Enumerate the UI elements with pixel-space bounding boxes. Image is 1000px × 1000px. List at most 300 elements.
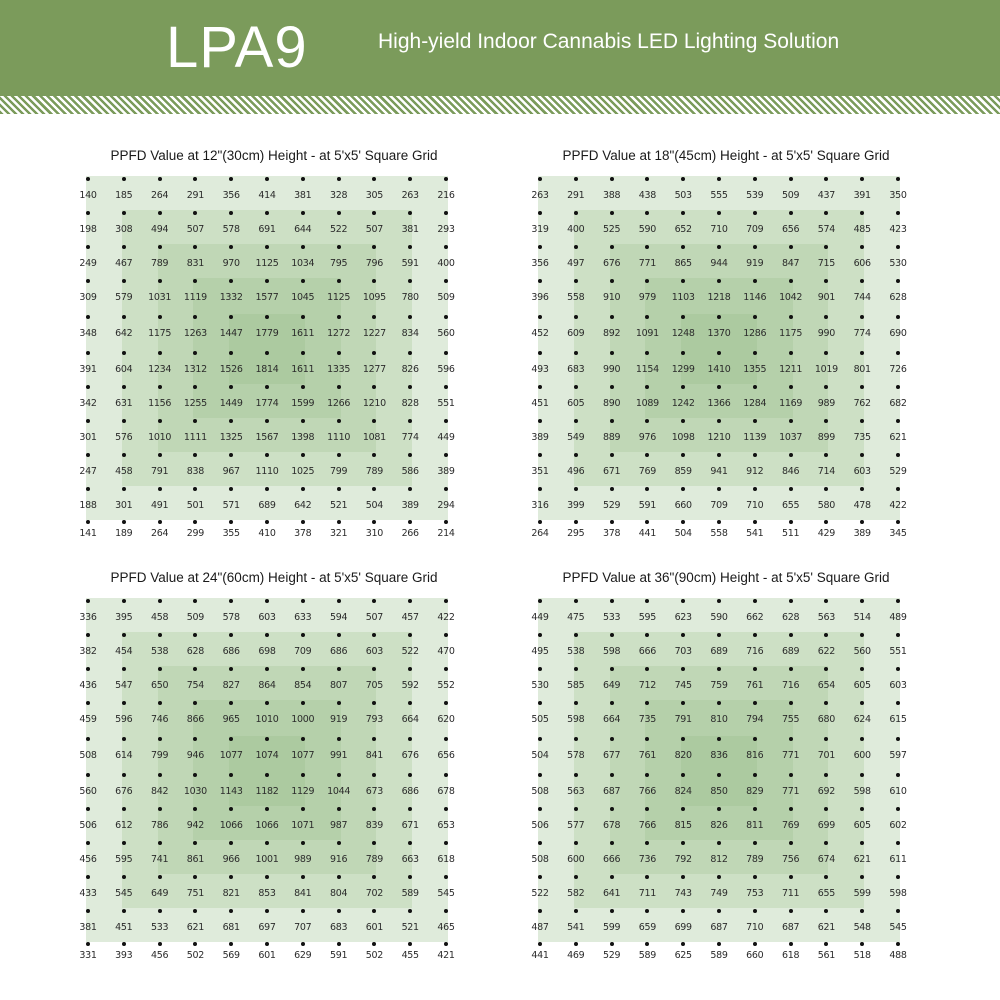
ppfd-value: 990 xyxy=(817,328,835,339)
measurement-point xyxy=(86,520,90,524)
measurement-point xyxy=(896,279,900,283)
ppfd-value: 614 xyxy=(115,750,133,761)
ppfd-value: 1030 xyxy=(183,786,207,797)
ppfd-value: 1266 xyxy=(327,398,351,409)
ppfd-value: 1010 xyxy=(148,432,172,443)
ppfd-panel-18in xyxy=(516,148,936,548)
ppfd-value: 579 xyxy=(115,292,133,303)
measurement-point xyxy=(610,385,614,389)
ppfd-value: 1066 xyxy=(255,820,279,831)
measurement-point xyxy=(86,315,90,319)
measurement-point xyxy=(538,211,542,215)
ppfd-value: 846 xyxy=(781,466,800,477)
ppfd-value: 796 xyxy=(365,258,383,269)
ppfd-value: 328 xyxy=(329,190,348,201)
measurement-point xyxy=(824,942,828,946)
measurement-point xyxy=(265,385,269,389)
ppfd-value: 642 xyxy=(294,500,312,511)
measurement-point xyxy=(158,633,162,637)
measurement-point xyxy=(789,841,793,845)
ppfd-value: 189 xyxy=(115,528,133,539)
ppfd-value: 791 xyxy=(150,466,169,477)
ppfd-value: 705 xyxy=(365,680,383,691)
ppfd-value: 381 xyxy=(294,190,312,201)
ppfd-value: 342 xyxy=(79,398,97,409)
ppfd-value: 1611 xyxy=(291,328,315,339)
ppfd-value: 789 xyxy=(150,258,169,269)
ppfd-value: 676 xyxy=(115,786,133,797)
ppfd-value: 683 xyxy=(329,922,348,933)
measurement-point xyxy=(86,737,90,741)
ppfd-value: 381 xyxy=(401,224,419,235)
ppfd-value: 508 xyxy=(79,750,97,761)
ppfd-value: 1001 xyxy=(255,854,279,865)
ppfd-value: 976 xyxy=(638,432,656,443)
ppfd-value: 687 xyxy=(781,922,800,933)
measurement-point xyxy=(753,211,757,215)
ppfd-value: 686 xyxy=(329,646,348,657)
ppfd-value: 578 xyxy=(567,750,585,761)
ppfd-value: 628 xyxy=(186,646,204,657)
ppfd-value: 1031 xyxy=(148,292,172,303)
measurement-point xyxy=(372,520,376,524)
ppfd-value: 1071 xyxy=(291,820,315,831)
measurement-point xyxy=(301,385,305,389)
ppfd-value: 429 xyxy=(817,528,835,539)
measurement-point xyxy=(158,520,162,524)
measurement-point xyxy=(753,942,757,946)
measurement-point xyxy=(789,737,793,741)
measurement-point xyxy=(896,633,900,637)
measurement-point xyxy=(574,737,578,741)
ppfd-value: 1263 xyxy=(183,328,207,339)
ppfd-value: 1089 xyxy=(635,398,659,409)
ppfd-value: 1286 xyxy=(743,328,767,339)
ppfd-value: 264 xyxy=(150,190,169,201)
measurement-point xyxy=(337,667,341,671)
ppfd-value: 1210 xyxy=(362,398,386,409)
measurement-point xyxy=(753,419,757,423)
ppfd-value: 351 xyxy=(531,466,549,477)
ppfd-value: 753 xyxy=(746,888,764,899)
ppfd-value: 436 xyxy=(79,680,97,691)
ppfd-value: 451 xyxy=(115,922,133,933)
ppfd-value: 478 xyxy=(853,500,871,511)
measurement-point xyxy=(538,841,542,845)
measurement-point xyxy=(301,520,305,524)
measurement-point xyxy=(610,211,614,215)
ppfd-value: 774 xyxy=(401,432,419,443)
measurement-point xyxy=(301,245,305,249)
ppfd-value: 710 xyxy=(746,500,764,511)
measurement-point xyxy=(753,487,757,491)
measurement-point xyxy=(610,419,614,423)
ppfd-value: 755 xyxy=(781,714,800,725)
ppfd-value: 780 xyxy=(401,292,419,303)
measurement-point xyxy=(896,807,900,811)
ppfd-value: 746 xyxy=(150,714,169,725)
measurement-point xyxy=(122,245,126,249)
ppfd-value: 990 xyxy=(602,364,621,375)
ppfd-value: 1019 xyxy=(814,364,838,375)
ppfd-value: 815 xyxy=(674,820,692,831)
ppfd-value: 826 xyxy=(401,364,419,375)
measurement-point xyxy=(753,245,757,249)
ppfd-value: 595 xyxy=(638,612,656,623)
ppfd-value: 652 xyxy=(674,224,692,235)
measurement-point xyxy=(337,701,341,705)
measurement-point xyxy=(265,453,269,457)
ppfd-value: 674 xyxy=(817,854,835,865)
ppfd-value: 198 xyxy=(79,224,97,235)
measurement-point xyxy=(538,909,542,913)
ppfd-value: 642 xyxy=(115,328,133,339)
ppfd-value: 475 xyxy=(567,612,585,623)
ppfd-value: 821 xyxy=(222,888,240,899)
ppfd-value: 599 xyxy=(602,922,621,933)
ppfd-value: 677 xyxy=(602,750,621,761)
ppfd-value: 603 xyxy=(889,680,907,691)
measurement-point xyxy=(753,279,757,283)
ppfd-value: 309 xyxy=(79,292,97,303)
ppfd-value: 865 xyxy=(674,258,692,269)
ppfd-value: 703 xyxy=(674,646,692,657)
ppfd-value: 578 xyxy=(222,224,240,235)
ppfd-value: 294 xyxy=(437,500,455,511)
measurement-point xyxy=(444,453,448,457)
ppfd-value: 509 xyxy=(186,612,204,623)
ppfd-value: 1074 xyxy=(255,750,279,761)
ppfd-value: 692 xyxy=(817,786,835,797)
measurement-point xyxy=(265,633,269,637)
ppfd-value: 1119 xyxy=(183,292,207,303)
ppfd-value: 1774 xyxy=(255,398,279,409)
measurement-point xyxy=(645,942,649,946)
measurement-point xyxy=(444,701,448,705)
measurement-point xyxy=(122,667,126,671)
ppfd-value: 507 xyxy=(365,612,383,623)
ppfd-value: 560 xyxy=(853,646,871,657)
ppfd-value: 678 xyxy=(437,786,455,797)
ppfd-value: 979 xyxy=(638,292,656,303)
measurement-point xyxy=(789,807,793,811)
measurement-point xyxy=(896,385,900,389)
ppfd-value: 662 xyxy=(746,612,764,623)
ppfd-value: 577 xyxy=(567,820,585,831)
measurement-point xyxy=(574,211,578,215)
ppfd-value: 310 xyxy=(365,528,383,539)
ppfd-value: 715 xyxy=(817,258,835,269)
ppfd-value: 676 xyxy=(401,750,419,761)
ppfd-value: 1156 xyxy=(148,398,172,409)
ppfd-value: 301 xyxy=(79,432,97,443)
ppfd-value: 618 xyxy=(437,854,455,865)
ppfd-value: 859 xyxy=(674,466,692,477)
ppfd-value: 388 xyxy=(602,190,621,201)
ppfd-value: 716 xyxy=(746,646,764,657)
ppfd-value: 664 xyxy=(602,714,621,725)
measurement-point xyxy=(717,773,721,777)
ppfd-value: 459 xyxy=(79,714,97,725)
measurement-point xyxy=(538,385,542,389)
measurement-point xyxy=(444,315,448,319)
ppfd-value: 1077 xyxy=(291,750,315,761)
ppfd-value: 293 xyxy=(437,224,455,235)
ppfd-value: 1000 xyxy=(291,714,315,725)
ppfd-value: 606 xyxy=(853,258,871,269)
ppfd-value: 689 xyxy=(781,646,800,657)
measurement-point xyxy=(86,177,90,181)
ppfd-value: 649 xyxy=(150,888,169,899)
ppfd-value: 618 xyxy=(781,950,800,961)
ppfd-value: 438 xyxy=(638,190,656,201)
measurement-point xyxy=(789,385,793,389)
measurement-point xyxy=(158,701,162,705)
ppfd-value: 1110 xyxy=(327,432,351,443)
ppfd-value: 944 xyxy=(710,258,728,269)
measurement-point xyxy=(538,315,542,319)
measurement-point xyxy=(86,875,90,879)
ppfd-value: 664 xyxy=(401,714,419,725)
ppfd-value: 804 xyxy=(329,888,348,899)
ppfd-value: 437 xyxy=(817,190,835,201)
ppfd-value: 555 xyxy=(710,190,728,201)
ppfd-value: 912 xyxy=(746,466,764,477)
ppfd-value: 759 xyxy=(710,680,728,691)
ppfd-value: 611 xyxy=(889,854,907,865)
ppfd-value: 1125 xyxy=(255,258,279,269)
ppfd-value: 1077 xyxy=(219,750,243,761)
ppfd-value: 839 xyxy=(365,820,383,831)
ppfd-value: 505 xyxy=(531,714,549,725)
ppfd-value: 422 xyxy=(889,500,907,511)
measurement-point xyxy=(574,419,578,423)
measurement-point xyxy=(301,177,305,181)
ppfd-value: 655 xyxy=(817,888,835,899)
ppfd-value: 382 xyxy=(79,646,97,657)
ppfd-value: 1277 xyxy=(362,364,386,375)
ppfd-value: 736 xyxy=(638,854,656,865)
ppfd-value: 529 xyxy=(889,466,907,477)
measurement-point xyxy=(265,701,269,705)
ppfd-value: 247 xyxy=(79,466,97,477)
measurement-point xyxy=(122,841,126,845)
measurement-point xyxy=(610,453,614,457)
ppfd-value: 400 xyxy=(567,224,585,235)
measurement-point xyxy=(753,667,757,671)
measurement-point xyxy=(896,875,900,879)
ppfd-value: 545 xyxy=(889,922,907,933)
ppfd-value: 712 xyxy=(638,680,656,691)
ppfd-value: 965 xyxy=(222,714,240,725)
ppfd-value: 751 xyxy=(186,888,204,899)
ppfd-value: 504 xyxy=(674,528,692,539)
measurement-point xyxy=(337,279,341,283)
ppfd-value: 1010 xyxy=(255,714,279,725)
measurement-point xyxy=(86,279,90,283)
panel-title: PPFD Value at 36"(90cm) Height - at 5'x5' Square Grid xyxy=(562,570,890,585)
measurement-point xyxy=(896,599,900,603)
ppfd-value: 503 xyxy=(674,190,692,201)
ppfd-value: 697 xyxy=(258,922,276,933)
measurement-point xyxy=(717,177,721,181)
measurement-point xyxy=(229,520,233,524)
ppfd-value: 710 xyxy=(710,224,728,235)
measurement-point xyxy=(301,667,305,671)
ppfd-value: 1129 xyxy=(291,786,315,797)
measurement-point xyxy=(337,211,341,215)
ppfd-value: 794 xyxy=(746,714,764,725)
ppfd-value: 801 xyxy=(853,364,871,375)
measurement-point xyxy=(574,841,578,845)
ppfd-value: 414 xyxy=(258,190,276,201)
measurement-point xyxy=(337,351,341,355)
ppfd-value: 299 xyxy=(186,528,204,539)
measurement-point xyxy=(158,351,162,355)
measurement-point xyxy=(301,211,305,215)
ppfd-value: 631 xyxy=(115,398,133,409)
measurement-point xyxy=(158,453,162,457)
ppfd-value: 263 xyxy=(531,190,549,201)
measurement-point xyxy=(158,487,162,491)
ppfd-value: 659 xyxy=(638,922,656,933)
ppfd-value: 1045 xyxy=(291,292,315,303)
ppfd-value: 812 xyxy=(710,854,728,865)
ppfd-value: 501 xyxy=(186,500,204,511)
ppfd-value: 291 xyxy=(186,190,204,201)
measurement-point xyxy=(122,177,126,181)
measurement-point xyxy=(860,942,864,946)
header-banner xyxy=(0,0,1000,96)
measurement-point xyxy=(610,633,614,637)
measurement-point xyxy=(372,942,376,946)
measurement-point xyxy=(444,599,448,603)
measurement-point xyxy=(301,453,305,457)
ppfd-value: 605 xyxy=(567,398,585,409)
measurement-point xyxy=(337,599,341,603)
ppfd-value: 495 xyxy=(531,646,549,657)
ppfd-value: 660 xyxy=(674,500,692,511)
ppfd-value: 530 xyxy=(889,258,907,269)
measurement-point xyxy=(301,487,305,491)
measurement-point xyxy=(717,211,721,215)
ppfd-value: 810 xyxy=(710,714,728,725)
measurement-point xyxy=(753,351,757,355)
measurement-point xyxy=(337,453,341,457)
ppfd-value: 761 xyxy=(638,750,656,761)
measurement-point xyxy=(122,942,126,946)
ppfd-value: 683 xyxy=(567,364,585,375)
ppfd-value: 625 xyxy=(674,950,692,961)
measurement-point xyxy=(122,453,126,457)
measurement-point xyxy=(896,177,900,181)
measurement-point xyxy=(896,667,900,671)
ppfd-value: 441 xyxy=(531,950,549,961)
ppfd-value: 650 xyxy=(150,680,169,691)
measurement-point xyxy=(337,633,341,637)
measurement-point xyxy=(574,520,578,524)
ppfd-value: 263 xyxy=(401,190,419,201)
measurement-point xyxy=(860,520,864,524)
measurement-point xyxy=(86,807,90,811)
measurement-point xyxy=(158,909,162,913)
ppfd-value: 485 xyxy=(853,224,871,235)
ppfd-value: 506 xyxy=(531,820,549,831)
ppfd-value: 795 xyxy=(329,258,348,269)
ppfd-value: 861 xyxy=(186,854,204,865)
ppfd-value: 598 xyxy=(602,646,621,657)
measurement-point xyxy=(538,701,542,705)
ppfd-value: 441 xyxy=(638,528,656,539)
ppfd-value: 749 xyxy=(710,888,728,899)
ppfd-panel-12in xyxy=(64,148,484,548)
measurement-point xyxy=(824,520,828,524)
measurement-point xyxy=(896,737,900,741)
ppfd-value: 525 xyxy=(602,224,621,235)
ppfd-value: 521 xyxy=(401,922,419,933)
ppfd-value: 423 xyxy=(889,224,907,235)
measurement-point xyxy=(896,487,900,491)
ppfd-value: 687 xyxy=(710,922,728,933)
measurement-point xyxy=(574,667,578,671)
ppfd-value: 400 xyxy=(437,258,455,269)
ppfd-value: 589 xyxy=(638,950,656,961)
ppfd-value: 586 xyxy=(401,466,419,477)
measurement-point xyxy=(265,667,269,671)
ppfd-value: 1103 xyxy=(671,292,695,303)
measurement-point xyxy=(789,453,793,457)
measurement-point xyxy=(610,909,614,913)
ppfd-value: 1611 xyxy=(291,364,315,375)
measurement-point xyxy=(444,875,448,879)
measurement-point xyxy=(444,177,448,181)
ppfd-value: 456 xyxy=(150,950,169,961)
measurement-point xyxy=(610,807,614,811)
measurement-point xyxy=(265,737,269,741)
measurement-point xyxy=(717,487,721,491)
ppfd-value: 1211 xyxy=(779,364,803,375)
ppfd-value: 655 xyxy=(781,500,800,511)
ppfd-value: 295 xyxy=(567,528,585,539)
ppfd-value: 348 xyxy=(79,328,97,339)
measurement-point xyxy=(789,701,793,705)
ppfd-value: 399 xyxy=(567,500,585,511)
ppfd-value: 214 xyxy=(437,528,455,539)
ppfd-value: 678 xyxy=(602,820,621,831)
measurement-point xyxy=(610,599,614,603)
measurement-point xyxy=(753,633,757,637)
ppfd-value: 1098 xyxy=(671,432,695,443)
ppfd-value: 689 xyxy=(258,500,276,511)
measurement-point xyxy=(753,909,757,913)
measurement-point xyxy=(444,942,448,946)
measurement-point xyxy=(122,315,126,319)
ppfd-value: 743 xyxy=(674,888,692,899)
ppfd-value: 582 xyxy=(567,888,585,899)
ppfd-value: 744 xyxy=(853,292,871,303)
ppfd-value: 1169 xyxy=(779,398,803,409)
ppfd-value: 966 xyxy=(222,854,240,865)
ppfd-value: 494 xyxy=(150,224,169,235)
measurement-point xyxy=(265,807,269,811)
measurement-point xyxy=(86,599,90,603)
ppfd-value: 1410 xyxy=(707,364,731,375)
measurement-point xyxy=(896,245,900,249)
ppfd-value: 1175 xyxy=(779,328,803,339)
ppfd-value: 942 xyxy=(186,820,204,831)
ppfd-value: 1779 xyxy=(255,328,279,339)
measurement-point xyxy=(337,737,341,741)
